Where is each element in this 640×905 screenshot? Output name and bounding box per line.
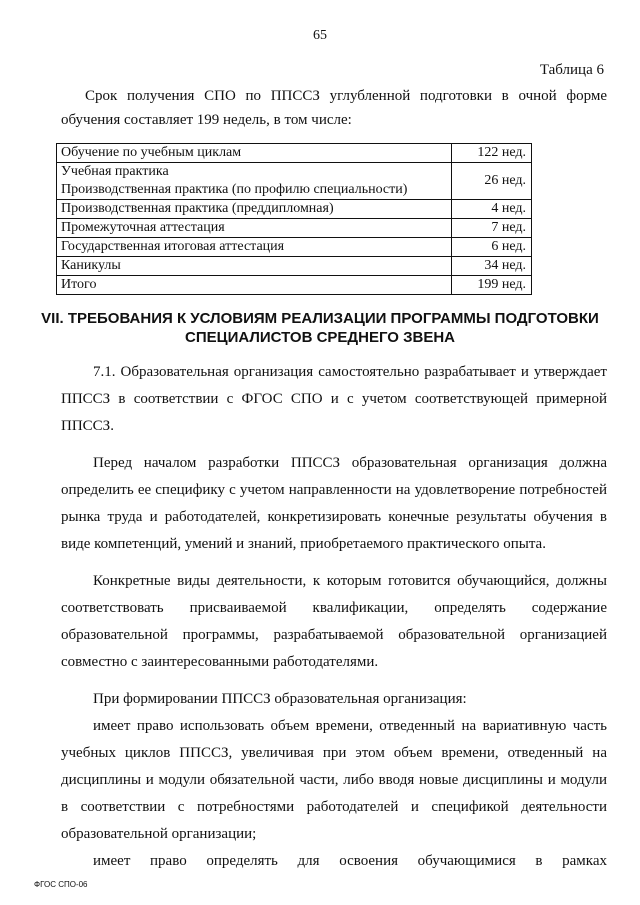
row-label: Обучение по учебным циклам: [57, 144, 452, 163]
section-title-line: VII. ТРЕБОВАНИЯ К УСЛОВИЯМ РЕАЛИЗАЦИИ ПРОГРАММЫ ПОДГОТОВКИ: [41, 310, 599, 327]
table-row: [57, 219, 532, 238]
row-value: 4 нед.: [452, 200, 532, 219]
study-schedule-table: [56, 143, 532, 295]
row-value: 6 нед.: [452, 238, 532, 257]
paragraph: имеет право определять для освоения обучающимися в рамках: [93, 853, 607, 869]
table-row: [57, 144, 532, 163]
paragraph: имеет право использовать объем времени, отведенный на вариативную часть учебных циклов ППССЗ, увеличивая при этом объем времени, отведенный на дисциплины и модули обязательной части, либо вводя новые дисциплины и модули в соответствии с потребностями работодателей и спецификой деятельности образовательной организации;: [61, 718, 607, 842]
row-label: Производственная практика (преддипломная): [57, 200, 452, 219]
page-number: 65: [313, 28, 327, 43]
row-label-line: Производственная практика (по профилю специальности): [61, 182, 408, 197]
row-label: Государственная итоговая аттестация: [57, 238, 452, 257]
section-title-line: СПЕЦИАЛИСТОВ СРЕДНЕГО ЗВЕНА: [185, 329, 455, 346]
paragraph: Перед началом разработки ППССЗ образовательная организация должна определить ее специфику с учетом направленности на удовлетворение потребностей рынка труда и работодателей, конкретизировать конечные результаты обучения в виде компетенций, умений и знаний, приобретаемого практического опыта.: [61, 455, 607, 552]
row-label: Итого: [57, 276, 452, 295]
row-label: [57, 163, 452, 200]
table-row: [57, 238, 532, 257]
row-value: 26 нед.: [452, 163, 532, 200]
body-text: [61, 359, 607, 875]
footer-code: ФГОС СПО-06: [34, 880, 88, 889]
paragraph: 7.1. Образовательная организация самостоятельно разрабатывает и утверждает ППССЗ в соответствии с ФГОС СПО и с учетом соответствующей примерной ППССЗ.: [61, 364, 607, 434]
table-row: [57, 276, 532, 295]
row-label-line: Учебная практика: [61, 164, 169, 179]
row-value: 7 нед.: [452, 219, 532, 238]
row-value: 199 нед.: [452, 276, 532, 295]
row-label: Каникулы: [57, 257, 452, 276]
section-title: [40, 309, 600, 347]
paragraph: При формировании ППССЗ образовательная организация:: [93, 691, 467, 707]
row-value: 122 нед.: [452, 144, 532, 163]
table-label: Таблица 6: [539, 62, 604, 78]
table-row: [57, 200, 532, 219]
table-row: [57, 163, 532, 200]
row-value: 34 нед.: [452, 257, 532, 276]
intro-paragraph: Срок получения СПО по ППССЗ углубленной подготовки в очной форме обучения составляет 199 недель, в том числе:: [61, 88, 607, 128]
table-row: [57, 257, 532, 276]
row-label: Промежуточная аттестация: [57, 219, 452, 238]
paragraph: Конкретные виды деятельности, к которым готовится обучающийся, должны соответствовать присваиваемой квалификации, определять содержание образовательной программы, разрабатываемой образовательной организацией совместно с заинтересованными работодателями.: [61, 573, 607, 670]
